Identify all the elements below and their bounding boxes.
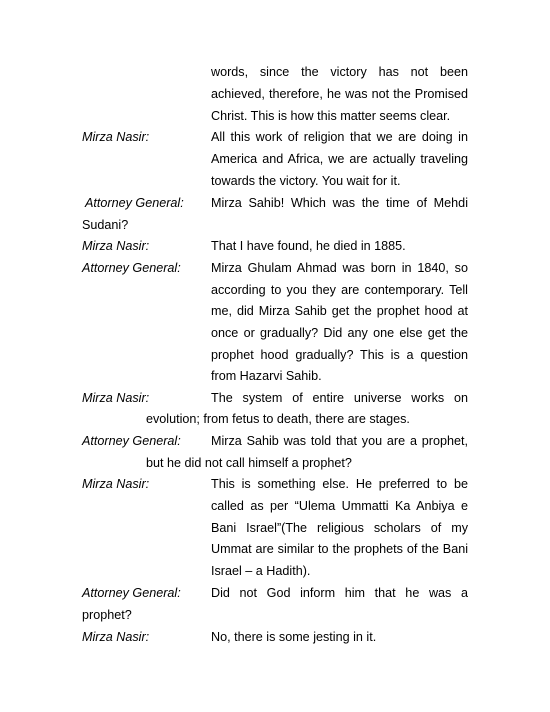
speaker-label: Mirza Nasir: [82, 477, 150, 491]
text-line: Mirza Sahib! Which was the time of Mehdi [211, 196, 468, 210]
text-line: All this work of religion that we are doing in [211, 130, 468, 144]
speaker-label: Attorney General: [82, 261, 181, 275]
text-line: prophet? [82, 608, 132, 622]
speaker-label: Mirza Nasir: [82, 630, 150, 644]
text-line: words, since the victory has not been [211, 65, 468, 79]
text-line: No, there is some jesting in it. [211, 630, 377, 644]
text-line: Sudani? [82, 218, 129, 232]
text-line: This is something else. He preferred to be [211, 477, 468, 491]
text-line: evolution; from fetus to death, there are stages. [146, 412, 410, 426]
text-line: from Hazarvi Sahib. [211, 369, 322, 383]
text-line: Mirza Sahib was told that you are a prophet, [211, 434, 468, 448]
text-line: The system of entire universe works on [211, 391, 468, 405]
text-line: Christ. This is how this matter seems clear. [211, 109, 451, 123]
text-line: towards the victory. You wait for it. [211, 174, 401, 188]
speaker-label: Attorney General: [82, 434, 181, 448]
text-line: called as per “Ulema Ummatti Ka Anbiya e [211, 499, 468, 513]
text-line: Bani Israel”(The religious scholars of my [211, 521, 468, 535]
text-line: America and Africa, we are actually traveling [211, 152, 468, 166]
text-line: once or gradually? Did any one else get the [211, 326, 468, 340]
text-line: me, did Mirza Sahib get the prophet hood at [211, 304, 468, 318]
speaker-label: Mirza Nasir: [82, 239, 150, 253]
text-line: but he did not call himself a prophet? [146, 456, 352, 470]
text-line: achieved, therefore, he was not the Promised [211, 87, 468, 101]
speaker-label: Attorney General: [82, 586, 181, 600]
text-line: That I have found, he died in 1885. [211, 239, 406, 253]
text-line: Ummat are similar to the prophets of the Bani [211, 542, 468, 556]
speaker-label: Mirza Nasir: [82, 130, 150, 144]
text-line: according to you they are contemporary. Tell [211, 283, 468, 297]
text-line: prophet hood gradually? This is a question [211, 348, 468, 362]
text-line: Israel – a Hadith). [211, 564, 311, 578]
speaker-label: Attorney General: [85, 196, 184, 210]
text-line: Did not God inform him that he was a [211, 586, 468, 600]
text-line: Mirza Ghulam Ahmad was born in 1840, so [211, 261, 468, 275]
speaker-label: Mirza Nasir: [82, 391, 150, 405]
